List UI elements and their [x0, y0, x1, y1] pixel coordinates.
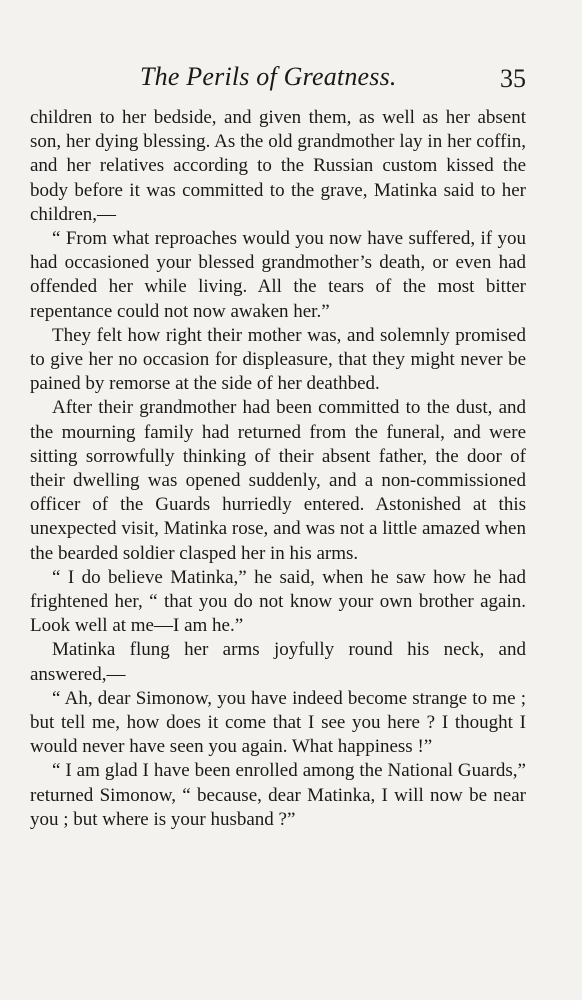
paragraph-1: children to her bedside, and given them, as well as her absent son, her dying blessing. As the old grandmother lay in her coffin, and her relatives according to the Russian custom kissed the body before it was committed to the grave, Matinka said to her children,— [30, 107, 526, 225]
paragraph-5: “ I do believe Matinka,” he said, when he saw how he had frightened her, “ that you do not know your own brother again. Look well at me—I am he.” [30, 566, 526, 637]
paragraph-2: “ From what reproaches would you now have suffered, if you had occasioned your blessed grandmother’s death, or even had offended her while living. All the tears of the most bitter repentance could not now awaken her.” [30, 228, 526, 322]
page-number: 35 [500, 64, 526, 93]
paragraph-7: “ Ah, dear Simonow, you have indeed become strange to me ; but tell me, how does it come that I see you here ? I thought I would never have seen you again. What happiness !” [30, 687, 526, 758]
paragraph-4: After their grandmother had been committed to the dust, and the mourning family had returned from the funeral, and were sitting sorrowfully thinking of their absent father, the door of their dwelling was opened suddenly, and a non-commissioned officer of the Guards hurriedly entered. Astonished at this unexpected visit, Matinka rose, and was not a little amazed when the bearded soldier clasped her in his arms. [30, 397, 526, 564]
paragraph-6: Matinka flung her arms joyfully round his neck, and answered,— [30, 639, 526, 685]
page-header [30, 62, 526, 106]
running-title: The Perils of Greatness. [140, 62, 397, 91]
body-text [30, 106, 526, 832]
paragraph-3: They felt how right their mother was, and solemnly promised to give her no occasion for displeasure, that they might never be pained by remorse at the side of her deathbed. [30, 324, 526, 395]
paragraph-8: “ I am glad I have been enrolled among the National Guards,” returned Simonow, “ because, dear Matinka, I will now be near you ; but where is your husband ?” [30, 760, 526, 830]
